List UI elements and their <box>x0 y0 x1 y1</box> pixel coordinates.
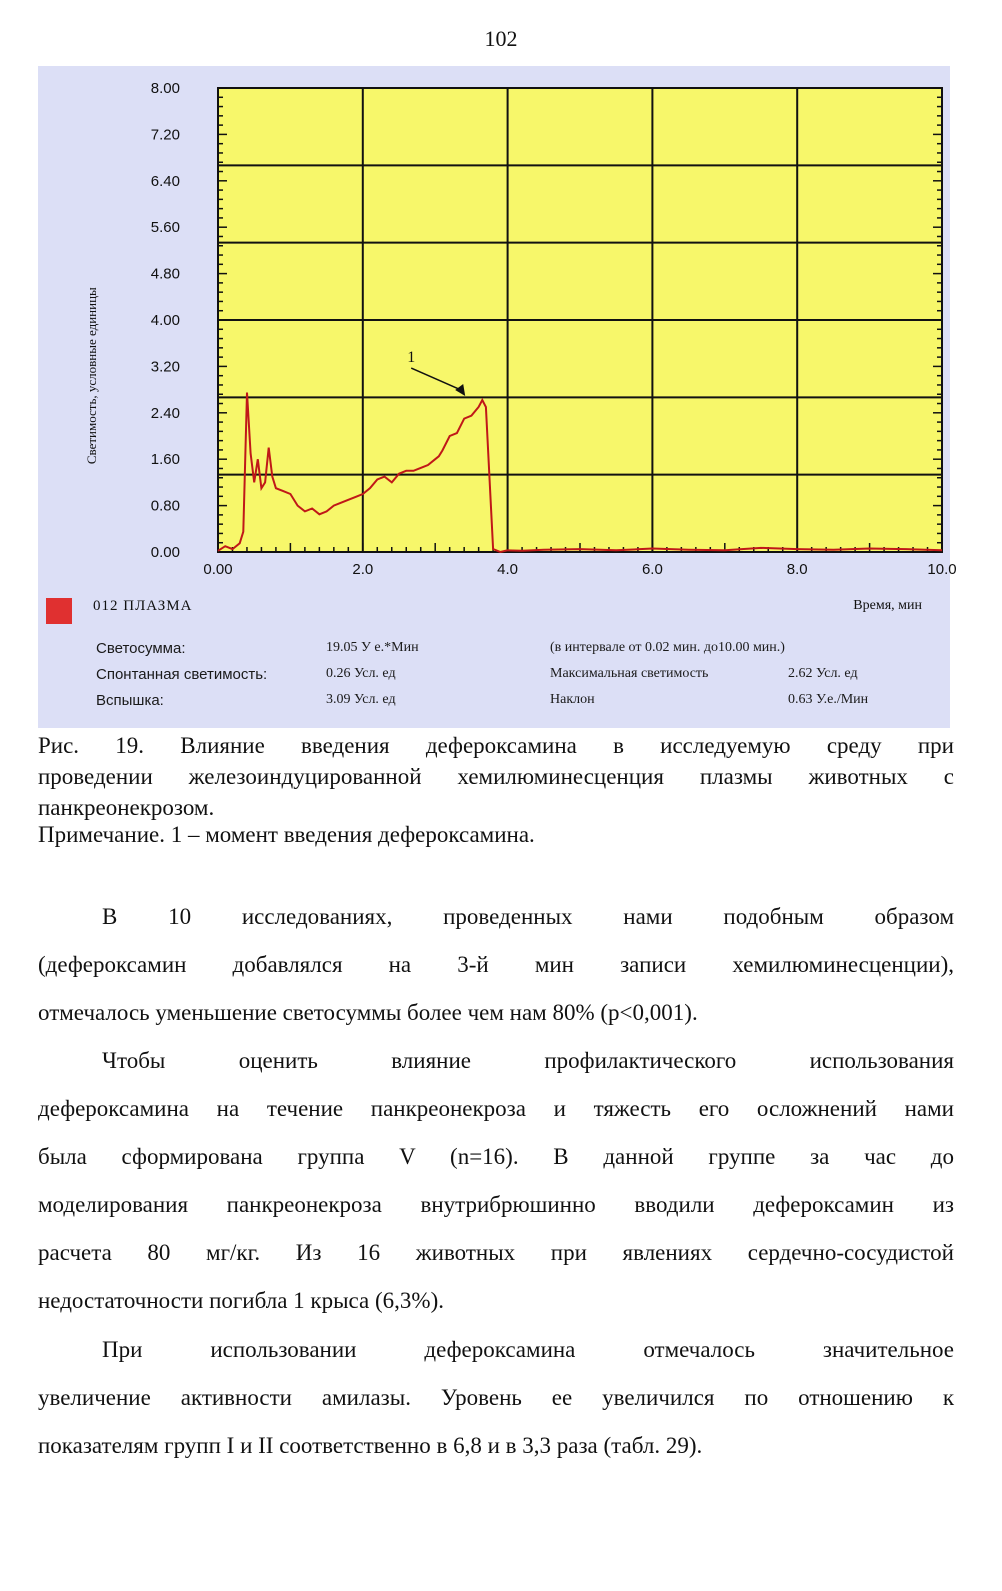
paragraph-3 <box>38 1326 954 1470</box>
paragraph-line: (дефероксамин добавлялся на 3-й мин записи хемилюминесценции), <box>38 952 954 977</box>
y-tick-label: 2.40 <box>150 404 180 422</box>
figure-caption <box>38 730 954 823</box>
x-tick-label: 4.0 <box>497 561 519 578</box>
y-tick-label: 7.20 <box>150 126 180 144</box>
stat-vspyshka-label: Вспышка: <box>96 692 164 709</box>
page-number: 102 <box>484 26 518 51</box>
caption-line-1: Рис. 19. Влияние введения дефероксамина в исследуемую среду при <box>38 733 954 758</box>
paragraph-line: была сформирована группа V (n=16). В данной группе за час до <box>38 1144 954 1169</box>
legend-label: 012 ПЛАЗМА <box>93 598 193 614</box>
y-tick-label: 8.00 <box>150 80 180 97</box>
stat-interval-note: (в интервале от 0.02 мин. до10.00 мин.) <box>550 640 785 655</box>
y-tick-label: 3.20 <box>150 358 180 376</box>
paragraph-line: показателям групп I и II соответственно в 6,8 и в 3,3 раза (табл. 29). <box>38 1433 703 1458</box>
figure-panel <box>38 66 957 728</box>
paragraph-line: недостаточности погибла 1 крыса (6,3%). <box>38 1288 444 1313</box>
stat-spont-value: 0.26 Усл. ед <box>326 666 396 681</box>
chemiluminescence-chart <box>38 66 957 596</box>
stat-max-label: Максимальная светимость <box>550 666 709 681</box>
paragraph-line: Чтобы оценить влияние профилактического использования <box>102 1048 954 1073</box>
stat-slope-label: Наклон <box>550 692 595 707</box>
annotation-label: 1 <box>407 349 416 367</box>
paragraph-line: моделирования панкреонекроза внутрибрюшинно вводили дефероксамин из <box>38 1192 954 1217</box>
stat-vspyshka-value: 3.09 Усл. ед <box>326 692 396 707</box>
x-tick-label: 2.0 <box>352 561 374 578</box>
y-tick-label: 0.80 <box>150 497 180 515</box>
paragraph-line: увеличение активности амилазы. Уровень ее увеличился по отношению к <box>38 1385 954 1410</box>
caption-line-2: проведении железоиндуцированной хемилюминесценция плазмы животных с <box>38 764 954 789</box>
stat-slope-value: 0.63 У.е./Мин <box>788 692 869 707</box>
paragraph-line: При использовании дефероксамина отмечалось значительное <box>102 1337 954 1362</box>
x-tick-label: 8.0 <box>786 561 808 578</box>
stat-svetosumma-value: 19.05 У е.*Мин <box>326 640 419 655</box>
paragraph-1 <box>38 893 954 1037</box>
paragraph-2 <box>38 1037 954 1325</box>
paragraph-line: расчета 80 мг/кг. Из 16 животных при явлениях сердечно-сосудистой <box>38 1240 954 1265</box>
caption-line-3: панкреонекрозом. <box>38 795 215 820</box>
y-tick-label: 5.60 <box>150 219 180 237</box>
y-tick-label: 1.60 <box>150 451 180 469</box>
y-tick-label: 4.80 <box>150 265 180 283</box>
stat-max-value: 2.62 Усл. ед <box>788 666 858 681</box>
x-tick-label: 0.00 <box>203 561 233 578</box>
paragraph-line: дефероксамина на течение панкреонекроза и тяжесть его осложнений нами <box>38 1096 954 1121</box>
legend-swatch <box>46 598 72 624</box>
paragraph-line: В 10 исследованиях, проведенных нами подобным образом <box>102 904 954 929</box>
y-tick-label: 0.00 <box>150 544 180 561</box>
y-tick-label: 4.00 <box>150 312 180 329</box>
paragraph-line: отмечалось уменьшение светосуммы более чем нам 80% (p<0,001). <box>38 1000 698 1025</box>
stat-svetosumma-label: Светосумма: <box>96 640 186 657</box>
x-tick-label: 10.0 <box>927 561 957 578</box>
stat-spont-label: Спонтанная светимость: <box>96 666 268 683</box>
y-axis-title: Светимость, условные единицы <box>84 287 99 465</box>
y-tick-label: 6.40 <box>150 172 180 190</box>
x-axis-title: Время, мин <box>853 598 922 613</box>
x-tick-label: 6.0 <box>641 561 663 578</box>
figure-note: Примечание. 1 – момент введения дефероксамина. <box>38 822 535 847</box>
